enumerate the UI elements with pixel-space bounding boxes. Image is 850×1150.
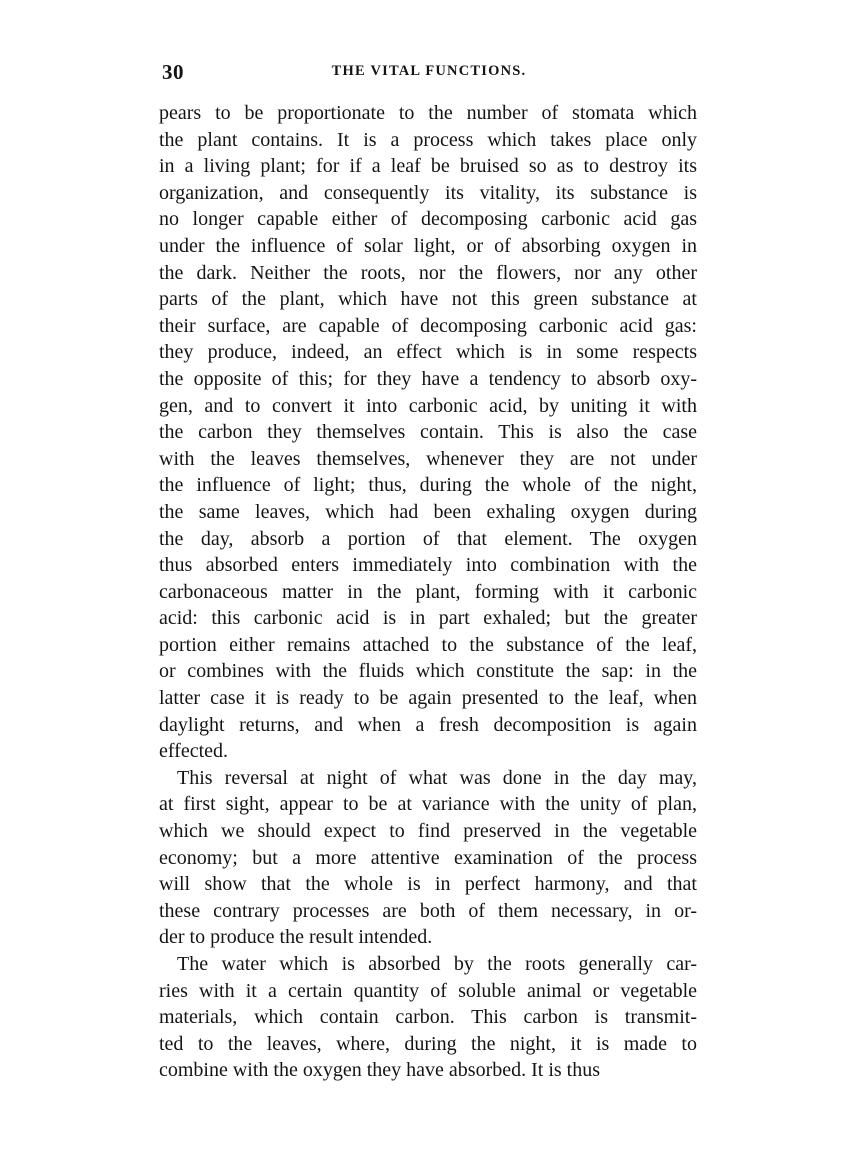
text-line: ted to the leaves, where, during the night, it is made to [159, 1032, 697, 1055]
text-line: daylight returns, and when a fresh decomposition is again [159, 713, 697, 736]
text-line: the plant contains. It is a process which takes place only [159, 128, 697, 151]
text-line: the opposite of this; for they have a tendency to absorb oxy- [159, 367, 697, 390]
text-line: under the influence of solar light, or of absorbing oxygen in [159, 234, 697, 257]
text-line: with the leaves themselves, whenever they are not under [159, 447, 697, 470]
text-line: these contrary processes are both of them necessary, in or- [159, 899, 697, 922]
text-line: The water which is absorbed by the roots generally car- [177, 953, 697, 975]
text-line: gen, and to convert it into carbonic acid, by uniting it with [159, 394, 697, 417]
text-line: acid: this carbonic acid is in part exhaled; but the greater [159, 607, 697, 630]
text-line: which we should expect to find preserved in the vegetable [159, 820, 697, 843]
text-line: combine with the oxygen they have absorbed. It is thus [159, 1059, 601, 1082]
paragraph [159, 100, 697, 765]
text-line: latter case it is ready to be again presented to the leaf, when [159, 687, 697, 710]
text-line: in a living plant; for if a leaf be bruised so as to destroy its [159, 155, 697, 178]
text-line: or combines with the fluids which constitute the sap: in the [159, 660, 697, 683]
text-line: carbonaceous matter in the plant, forming with it carbonic [159, 580, 697, 603]
text-line: This reversal at night of what was done in the day may, [177, 766, 697, 789]
running-head: THE VITAL FUNCTIONS. [331, 63, 527, 79]
text-line: the carbon they themselves contain. This is also the case [159, 421, 697, 444]
body-text [159, 100, 697, 1084]
text-line: economy; but a more attentive examination of the process [159, 846, 697, 869]
text-line: at first sight, appear to be at variance with the unity of plan, [159, 793, 697, 816]
page-number: 30 [162, 60, 184, 84]
text-line: their surface, are capable of decomposing carbonic acid gas: [159, 314, 697, 337]
text-line: portion either remains attached to the substance of the leaf, [159, 633, 697, 656]
text-line: they produce, indeed, an effect which is in some respects [159, 341, 697, 364]
text-line: the same leaves, which had been exhaling oxygen during [159, 500, 697, 523]
text-line: the day, absorb a portion of that element. The oxygen [159, 527, 697, 550]
text-line: materials, which contain carbon. This carbon is transmit- [159, 1006, 697, 1029]
text-line: organization, and consequently its vitality, its substance is [159, 181, 697, 204]
text-line: will show that the whole is in perfect harmony, and that [159, 873, 697, 896]
text-line: no longer capable either of decomposing carbonic acid gas [159, 208, 697, 231]
text-line: effected. [159, 740, 229, 763]
text-line: the influence of light; thus, during the whole of the night, [159, 474, 697, 497]
paragraph [159, 951, 697, 1084]
page-header [162, 60, 696, 86]
text-line: pears to be proportionate to the number of stomata which [159, 102, 697, 124]
text-line: thus absorbed enters immediately into combination with the [159, 554, 697, 577]
paragraph [159, 765, 697, 951]
text-line: parts of the plant, which have not this green substance at [159, 288, 697, 311]
text-line: the dark. Neither the roots, nor the flowers, nor any other [159, 261, 697, 284]
text-line: ries with it a certain quantity of soluble animal or vegetable [159, 979, 697, 1002]
text-line: der to produce the result intended. [159, 926, 433, 949]
